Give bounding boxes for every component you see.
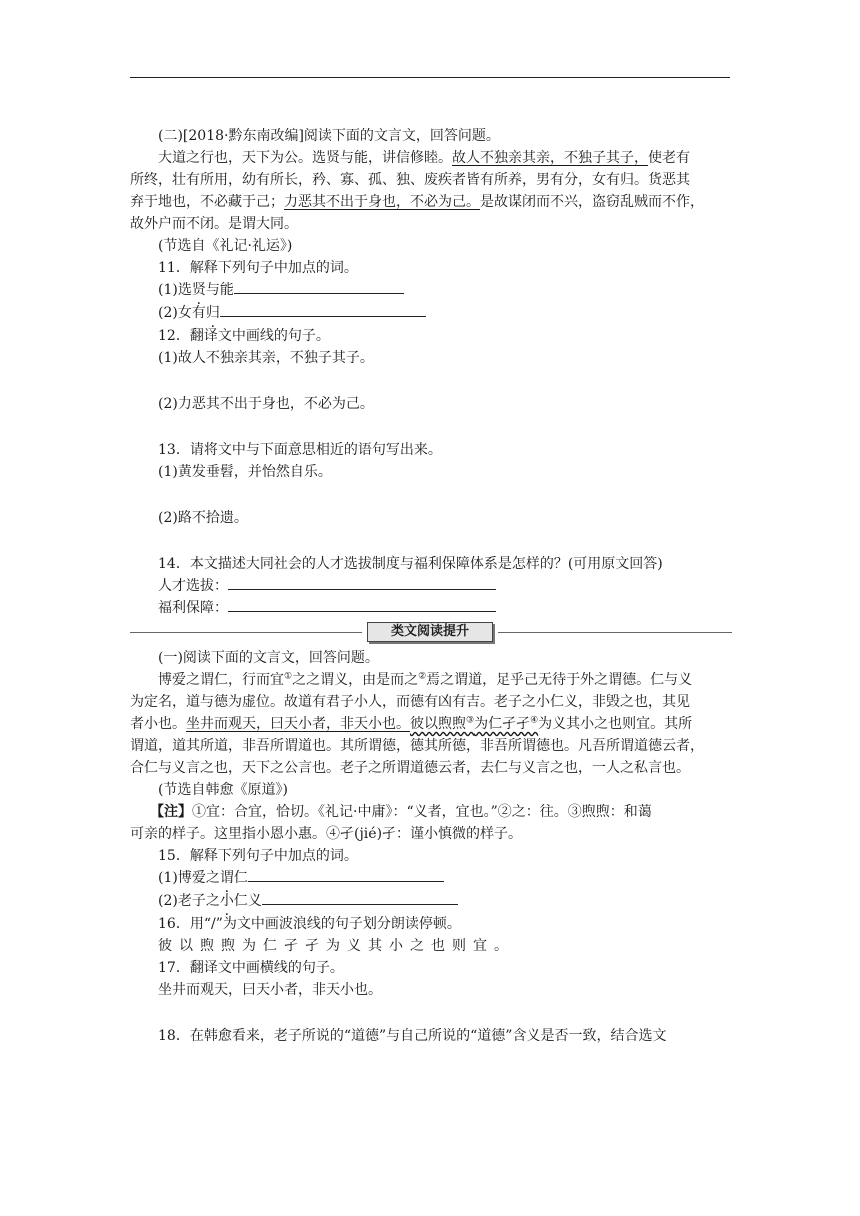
item-text: 人才选拔： <box>158 578 228 594</box>
worksheet-page <box>130 125 732 1047</box>
question-11: 11．解释下列句子中加点的词。 <box>158 260 358 276</box>
underlined-sentence: 故人不独亲其亲，不独子其子， <box>452 150 648 166</box>
question-14-welfare <box>130 597 732 619</box>
answer-space[interactable] <box>130 483 732 507</box>
banner-title: 类文阅读提升 <box>367 622 493 642</box>
item-text: (1)选 <box>158 282 192 298</box>
passage-line: 所终，壮有所用，幼有所长，矜、寡、孤、独、废疾者皆有所养，男有分，女有归。货恶其 <box>130 172 690 188</box>
passage-line <box>130 713 732 735</box>
notes-line: 可亲的样子。这里指小恩小惠。④孑(jié)孑：谨小慎微的样子。 <box>130 826 523 842</box>
section-banner <box>130 621 732 645</box>
passage-text: 博爱之谓仁，行而宜 <box>158 672 284 688</box>
passage-line <box>130 147 732 169</box>
notes-label: 【注】 <box>150 804 192 820</box>
section-1-heading: (一)阅读下面的文言文，回答问题。 <box>158 650 379 666</box>
question-17-line: 坐井而观天，曰天小者，非天小也。 <box>158 982 382 998</box>
answer-space[interactable] <box>130 415 732 439</box>
passage-text: 者小也。 <box>130 716 186 732</box>
answer-blank[interactable] <box>228 597 496 612</box>
footnote-marker: ③ <box>466 715 475 726</box>
passage-text: 为仁孑孑 <box>474 716 531 732</box>
item-text: 福利保障： <box>158 600 228 616</box>
question-11-item-2 <box>130 302 732 325</box>
header-rule <box>130 77 730 78</box>
question-15-item-2 <box>130 890 732 913</box>
answer-blank[interactable] <box>234 279 404 294</box>
source-citation: (节选自《礼记·礼运》) <box>158 238 293 254</box>
passage-line <box>130 669 732 691</box>
underlined-sentence: 力恶其不出于身也，不必为己。 <box>284 194 480 210</box>
underlined-sentence: 坐井而观天，曰天小者，非天小也。 <box>186 716 410 732</box>
dotted-char: 归 <box>205 305 220 321</box>
question-18: 18．在韩愈看来，老子所说的“道德”与自己所说的“道德”含义是否一致，结合选文 <box>158 1028 667 1044</box>
dotted-char: 小 <box>219 893 234 909</box>
passage-line: 故外户而不闭。是谓大同。 <box>130 216 298 232</box>
passage-text: 为义其小之也则宜。其所 <box>538 716 693 732</box>
item-text: 仁义 <box>233 893 262 909</box>
passage-text: 是故谋闭而不兴，盗窃乱贼而不作， <box>480 194 704 210</box>
dotted-char: 贤 <box>191 282 206 298</box>
question-16: 16．用“/”为文中画波浪线的句子划分朗读停顿。 <box>158 916 461 932</box>
question-11-item-1 <box>130 279 732 302</box>
footnote-marker: ② <box>418 671 427 682</box>
passage-text: 使老有 <box>648 150 690 166</box>
question-12: 12．翻译文中画线的句子。 <box>158 328 330 344</box>
question-15: 15．解释下列句子中加点的词。 <box>158 848 358 864</box>
item-text: (2)老子之 <box>158 893 220 909</box>
passage-line: 合仁与义言之也，天下之公言也。老子之所谓道德云者，去仁与义言之也，一人之私言也。 <box>130 760 690 776</box>
answer-space[interactable] <box>130 369 732 393</box>
question-14: 14．本文描述大同社会的人才选拔制度与福利保障体系是怎样的？(可用原文回答) <box>158 556 663 572</box>
section-2-heading: (二)[2018·黔东南改编]阅读下面的文言文，回答问题。 <box>158 128 500 144</box>
item-text: (1)博爱之 <box>158 870 220 886</box>
passage-text: 大道之行也，天下为公。选贤与能，讲信修睦。 <box>158 150 452 166</box>
answer-blank[interactable] <box>262 890 458 905</box>
answer-blank[interactable] <box>220 302 426 317</box>
question-16-line: 彼以煦煦为仁孑孑为义其小之也则宜。 <box>158 938 515 954</box>
question-13-item-2: (2)路不拾遗。 <box>158 510 248 526</box>
question-12-item-1: (1)故人不独亲其亲，不独子其子。 <box>158 350 374 366</box>
footnote-marker: ④ <box>530 715 539 726</box>
dotted-char: 谓 <box>219 870 234 886</box>
passage-text: 彼以煦煦 <box>410 716 466 732</box>
answer-space[interactable] <box>130 529 732 553</box>
notes-line <box>130 801 732 823</box>
footnote-marker: ① <box>284 671 293 682</box>
wavy-underlined-sentence <box>410 716 538 732</box>
passage-line <box>130 191 732 213</box>
passage-line: 谓道，道其所道，非吾所谓道也。其所谓德，德其所德，非吾所谓德也。凡吾所谓道德云者， <box>130 738 704 754</box>
passage-text: 弃于地也，不必藏于己； <box>130 194 284 210</box>
question-14-talent <box>130 575 732 597</box>
answer-blank[interactable] <box>228 575 496 590</box>
source-citation: (节选自韩愈《原道》) <box>158 782 288 798</box>
banner-rule-right <box>498 632 732 633</box>
question-17: 17．翻译文中画横线的句子。 <box>158 960 344 976</box>
answer-blank[interactable] <box>248 867 444 882</box>
item-text: (2)女有 <box>158 305 206 321</box>
question-13: 13．请将文中与下面意思相近的语句写出来。 <box>158 442 442 458</box>
question-15-item-1 <box>130 867 732 890</box>
item-text: 与能 <box>205 282 234 298</box>
banner-rule-left <box>130 632 362 633</box>
passage-text: 之之谓义，由是而之 <box>292 672 419 688</box>
passage-line: 为定名，道与德为虚位。故道有君子小人，而德有凶有吉。老子之小仁义，非毁之也，其见 <box>130 694 690 710</box>
question-13-item-1: (1)黄发垂髫，并怡然自乐。 <box>158 464 332 480</box>
notes-text: ①宜：合宜，恰切。《礼记·中庸》：“义者，宜也。”②之：往。③煦煦：和蔼 <box>192 804 652 820</box>
item-text: 仁 <box>233 870 248 886</box>
answer-space[interactable] <box>130 1001 732 1025</box>
passage-text: 焉之谓道，足乎己无待于外之谓德。仁与义 <box>426 672 693 688</box>
question-12-item-2: (2)力恶其不出于身也，不必为己。 <box>158 396 374 412</box>
